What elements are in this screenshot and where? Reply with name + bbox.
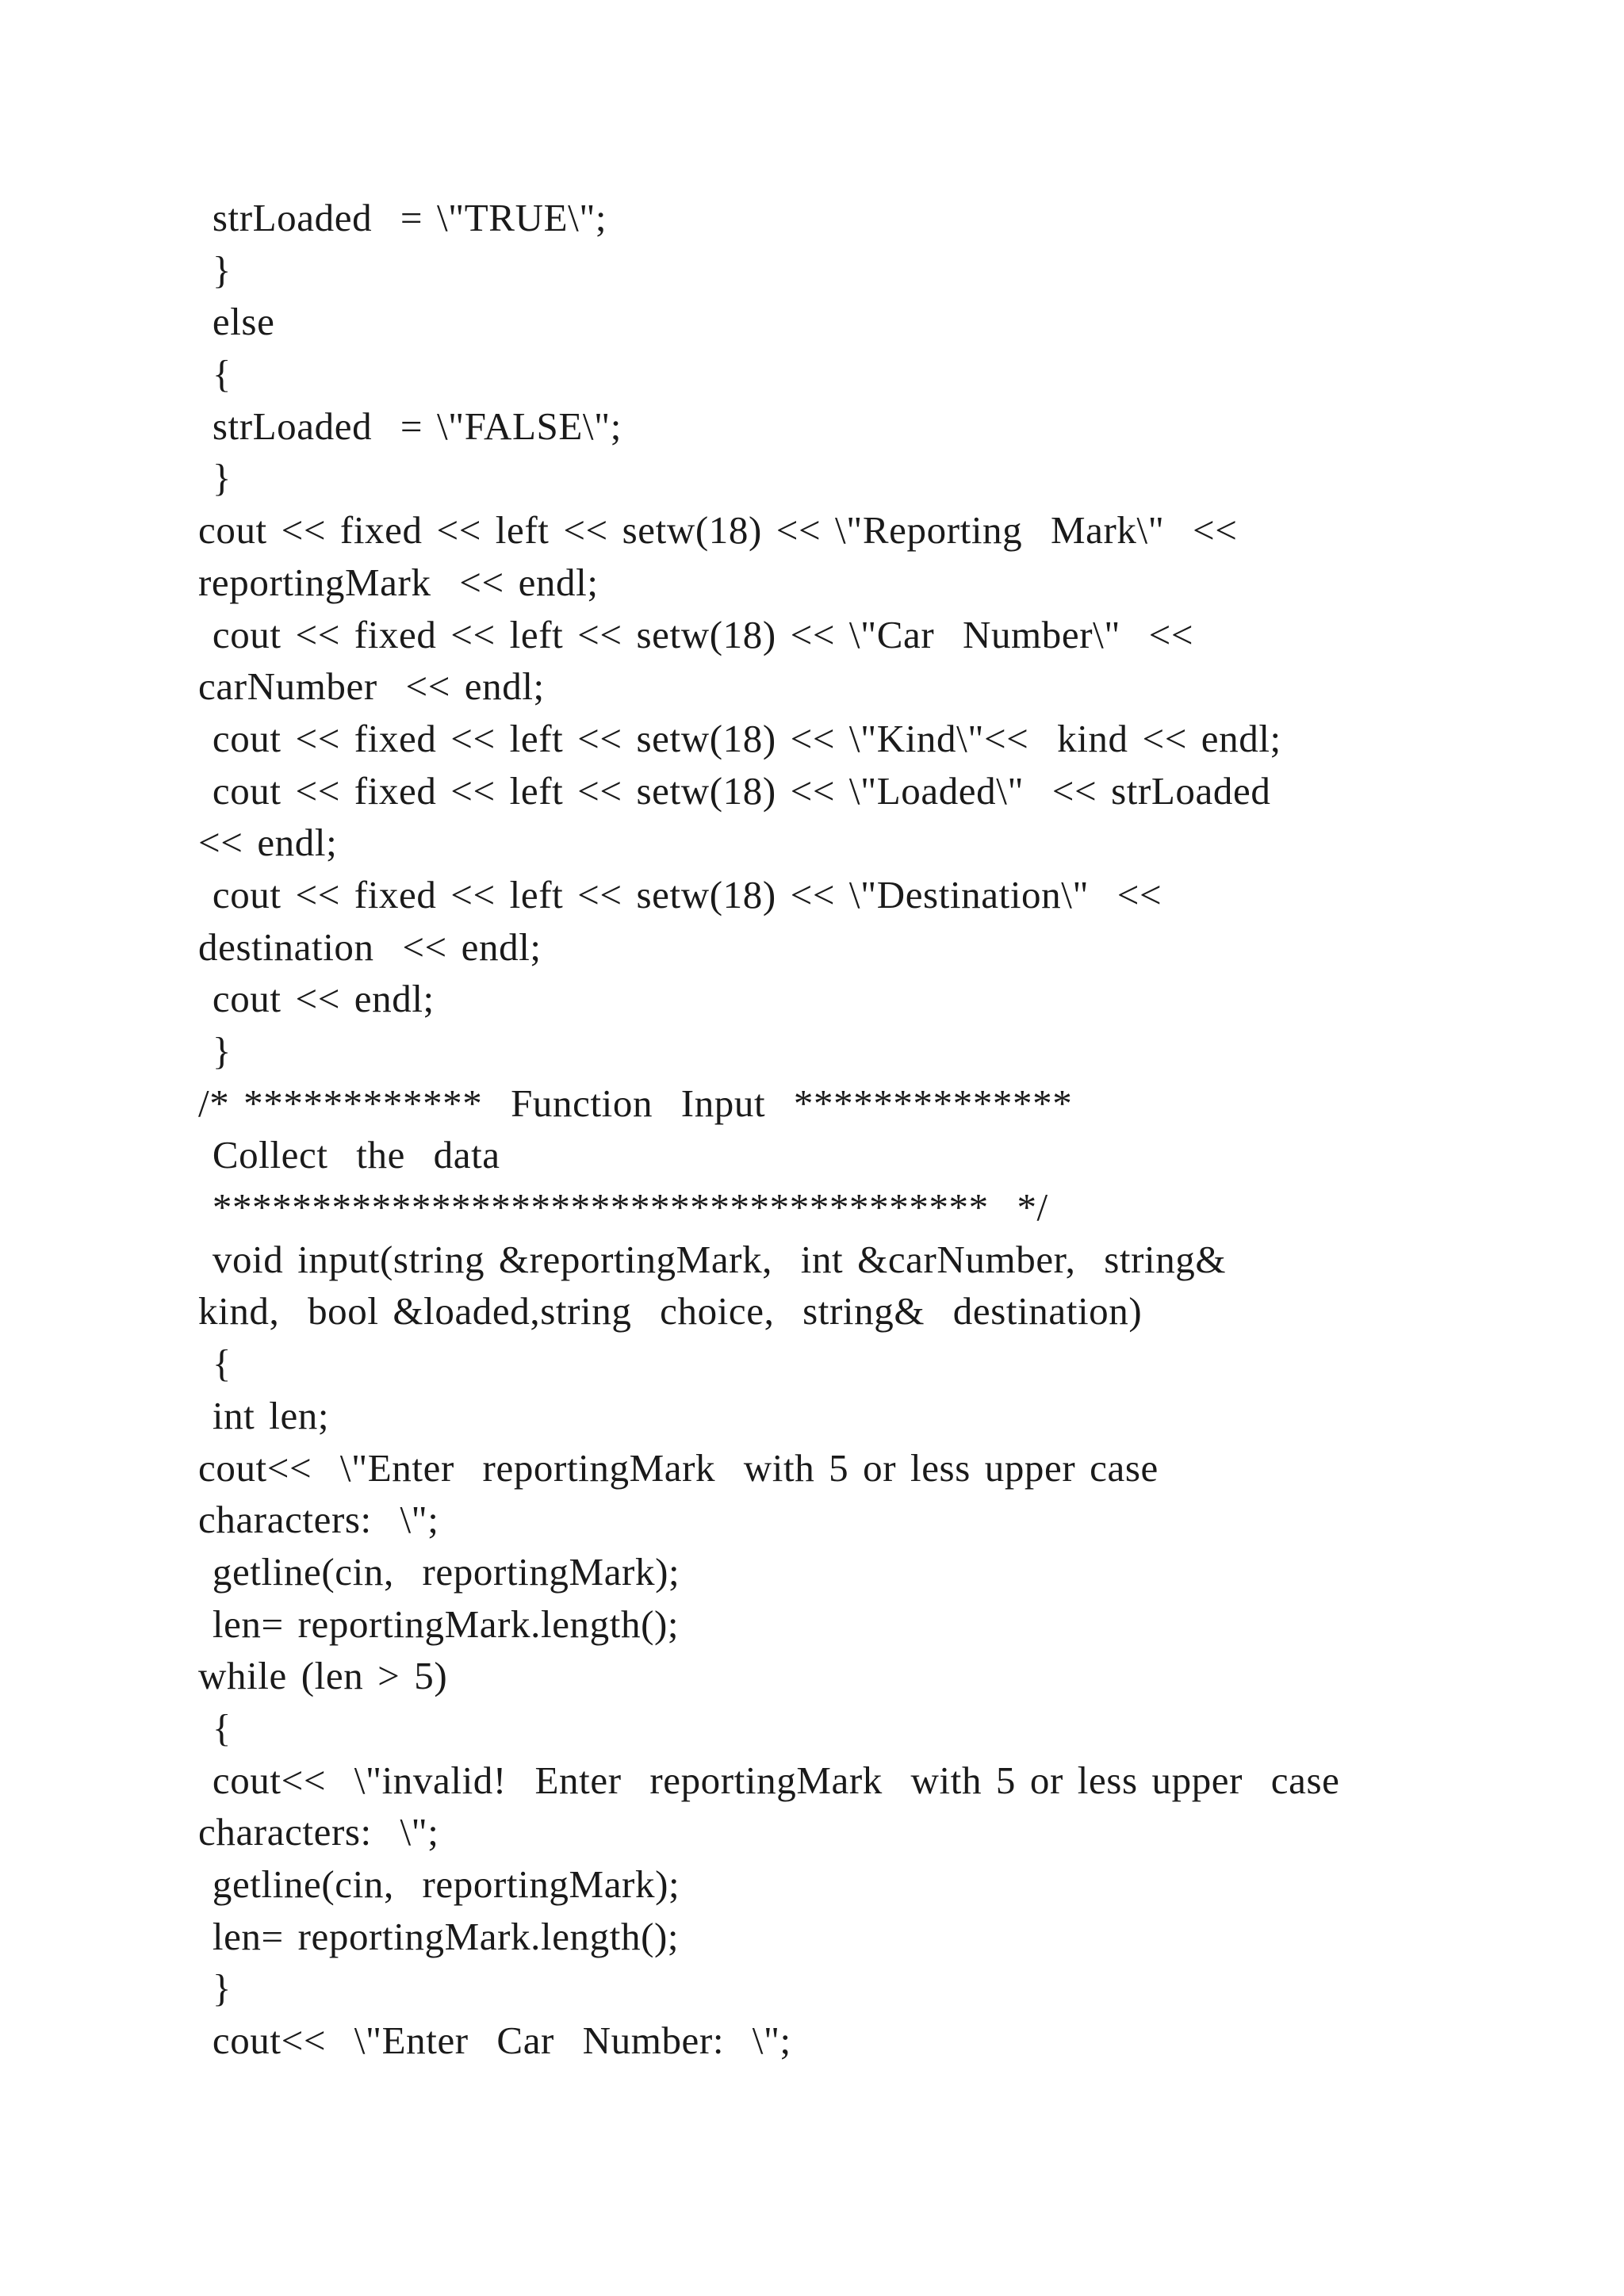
code-line: }	[198, 1966, 232, 2011]
code-line: reportingMark << endl;	[198, 560, 599, 604]
code-line: getline(cin, reportingMark);	[198, 1549, 680, 1594]
code-line: characters: \";	[198, 1498, 439, 1542]
code-line: }	[198, 456, 232, 500]
code-line: << endl;	[198, 821, 338, 865]
code-line: len= reportingMark.length();	[198, 1601, 680, 1646]
code-line: getline(cin, reportingMark);	[198, 1862, 680, 1906]
code-line: cout << fixed << left << setw(18) << \"Car Number\" <<	[198, 612, 1194, 656]
code-line: strLoaded = \"FALSE\";	[198, 404, 622, 448]
code-line: destination << endl;	[198, 924, 542, 969]
code-line: void input(string &reportingMark, int &carNumber, string&	[198, 1237, 1227, 1281]
code-line: cout<< \"Enter Car Number: \";	[198, 2019, 791, 2063]
code-line: {	[198, 1705, 232, 1750]
code-line: cout<< \"Enter reportingMark with 5 or less upper case	[198, 1445, 1159, 1490]
code-text-block	[198, 192, 1467, 2067]
code-line: cout << fixed << left << setw(18) << \"Loaded\" << strLoaded	[198, 768, 1271, 813]
code-line: {	[198, 352, 232, 396]
code-line: kind, bool &loaded,string choice, string& destination)	[198, 1289, 1143, 1334]
code-line: cout << fixed << left << setw(18) << \"Reporting Mark\" <<	[198, 508, 1238, 553]
code-line: while (len > 5)	[198, 1654, 448, 1698]
code-line: else	[198, 300, 275, 344]
code-line: {	[198, 1341, 232, 1386]
code-line: len= reportingMark.length();	[198, 1914, 680, 1958]
code-line: cout << fixed << left << setw(18) << \"Destination\" <<	[198, 872, 1162, 916]
code-line: strLoaded = \"TRUE\";	[198, 196, 607, 239]
code-line: Collect the data	[198, 1133, 500, 1177]
code-line: cout << endl;	[198, 977, 435, 1021]
code-line: carNumber << endl;	[198, 664, 545, 709]
code-line: /* ************ Function Input **************	[198, 1081, 1073, 1125]
code-line: }	[198, 247, 232, 292]
code-line: cout << fixed << left << setw(18) << \"Kind\"<< kind << endl;	[198, 716, 1281, 760]
code-line: }	[198, 1029, 232, 1073]
code-line: int len;	[198, 1393, 330, 1437]
code-line: *************************************** */	[198, 1185, 1048, 1230]
code-line: cout<< \"invalid! Enter reportingMark with 5 or less upper case	[198, 1758, 1340, 1802]
code-line: characters: \";	[198, 1810, 439, 1854]
